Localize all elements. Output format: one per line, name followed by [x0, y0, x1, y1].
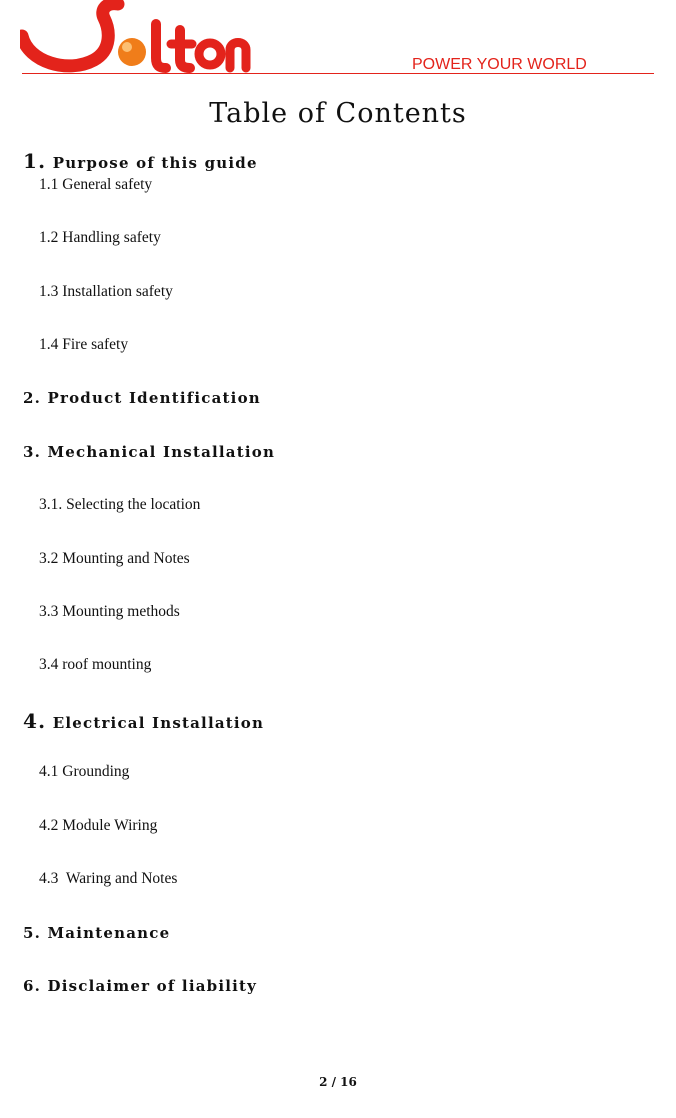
toc-section-number: 2. [23, 389, 42, 407]
toc-section-label: Disclaimer of liability [47, 977, 258, 995]
toc-section-number: 1. [23, 149, 47, 173]
toc-section-5[interactable] [23, 924, 170, 942]
toc-subsection-3-1[interactable]: 3.1. Selecting the location [39, 496, 201, 513]
toc-section-label: Product Identification [47, 389, 261, 407]
toc-subsection-3-2[interactable]: 3.2 Mounting and Notes [39, 550, 190, 567]
solton-logo [20, 0, 252, 74]
toc-subsection-3-4[interactable]: 3.4 roof mounting [39, 656, 152, 673]
toc-section-number: 6. [23, 977, 42, 995]
toc-subsection-3-3[interactable]: 3.3 Mounting methods [39, 603, 180, 620]
toc-subsection-1-2[interactable]: 1.2 Handling safety [39, 229, 161, 246]
toc-section-label: Mechanical Installation [47, 443, 276, 461]
toc-section-number: 3. [23, 443, 42, 461]
page-number: 2 / 16 [319, 1075, 357, 1089]
toc-section-number: 5. [23, 924, 42, 942]
toc-section-6[interactable] [23, 977, 257, 995]
toc-section-2[interactable] [23, 389, 261, 407]
toc-subsection-4-3[interactable]: 4.3 Waring and Notes [39, 870, 178, 887]
toc-section-1[interactable] [23, 149, 258, 173]
tagline: POWER YOUR WORLD [412, 56, 587, 73]
toc-section-number: 4. [23, 709, 47, 733]
toc-subsection-4-1[interactable]: 4.1 Grounding [39, 763, 130, 780]
page-header [0, 0, 676, 80]
toc-subsection-1-1[interactable]: 1.1 General safety [39, 176, 153, 193]
toc-subsection-1-3[interactable]: 1.3 Installation safety [39, 283, 173, 300]
toc-section-4[interactable] [23, 709, 264, 733]
logo-wordmark [20, 0, 252, 74]
header-divider [22, 73, 654, 74]
toc-section-3[interactable] [23, 443, 275, 461]
page-title: Table of Contents [209, 98, 467, 129]
toc-subsection-4-2[interactable]: 4.2 Module Wiring [39, 817, 158, 834]
toc-subsection-1-4[interactable]: 1.4 Fire safety [39, 336, 129, 353]
toc-section-label: Electrical Installation [52, 714, 265, 732]
toc-section-label: Maintenance [47, 924, 171, 942]
toc-section-label: Purpose of this guide [52, 154, 258, 172]
